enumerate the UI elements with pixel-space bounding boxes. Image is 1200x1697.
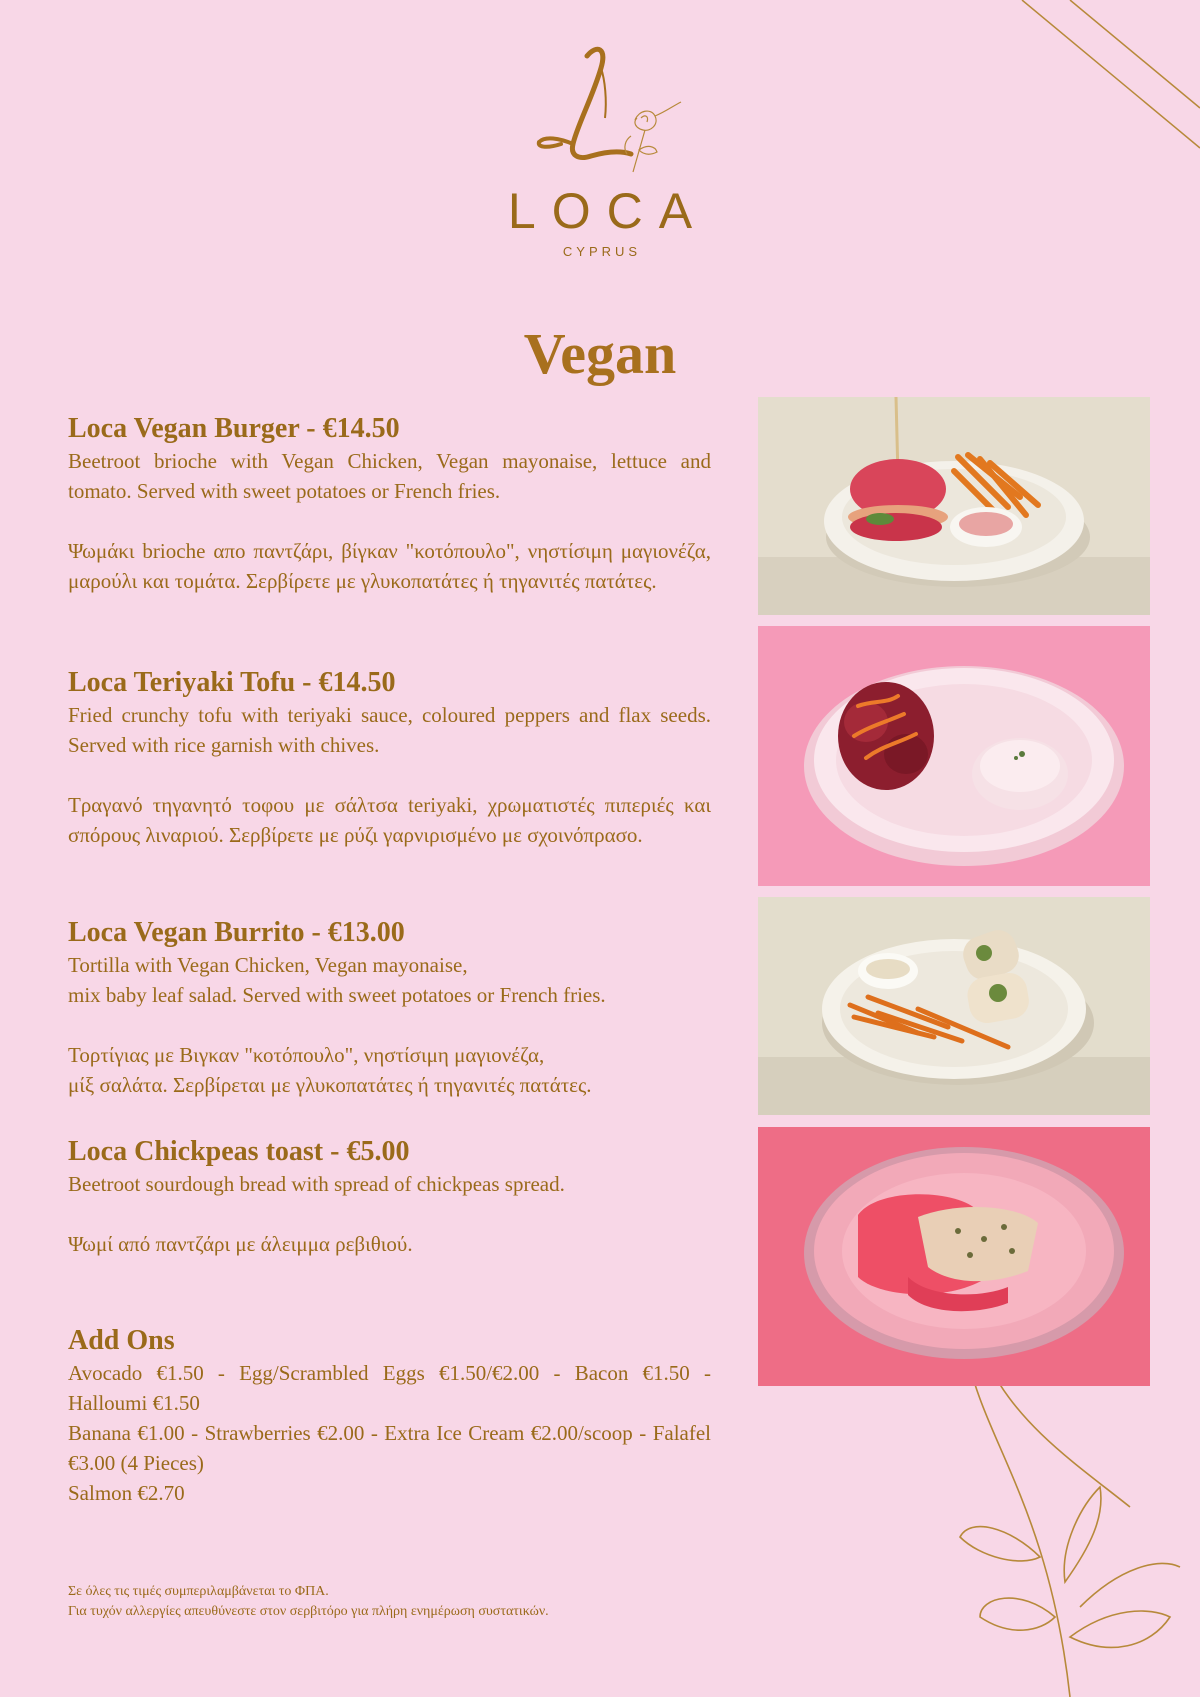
item-desc-en: Beetroot brioche with Vegan Chicken, Vegan mayonaise, lettuce and tomato. Served with sweet potatoes or French fries. — [68, 449, 711, 503]
menu-item-vegan-burrito — [68, 916, 606, 1100]
item-desc-gr: Ψωμί από παντζάρι με άλειμμα ρεβιθιού. — [68, 1232, 413, 1256]
decorative-flower-bottom — [930, 1367, 1200, 1697]
item-title: Loca Vegan Burger - €14.50 — [68, 413, 400, 444]
vegan-burrito-photo — [758, 897, 1150, 1115]
menu-item-vegan-burger — [68, 412, 711, 596]
chickpeas-toast-photo — [758, 1127, 1150, 1386]
item-desc-gr-line-2: μίξ σαλάτα. Σερβίρεται με γλυκοπατάτες ή τηγανιτές πατάτες. — [68, 1073, 592, 1097]
brand-name: LOCA — [507, 183, 709, 239]
vat-note: Σε όλες τις τιμές συμπεριλαμβάνεται το ΦΠΑ. — [68, 1584, 329, 1599]
brand-location: CYPRUS — [562, 244, 642, 259]
allergy-note: Για τυχόν αλλεργίες απευθύνεστε στον σερβιτόρο για πλήρη ενημέρωση συστατικών. — [68, 1604, 549, 1619]
add-ons-section — [68, 1324, 711, 1508]
vegan-burger-photo — [758, 397, 1150, 615]
logo-l-rose-icon — [515, 40, 685, 180]
menu-item-chickpeas-toast — [68, 1135, 565, 1259]
item-desc-en: Beetroot sourdough bread with spread of chickpeas spread. — [68, 1172, 565, 1196]
footnote — [68, 1582, 549, 1622]
item-desc-gr-line-1: Τορτίγιας με Βιγκαν "κοτόπουλο", νηστίσιμη μαγιονέζα, — [68, 1043, 545, 1067]
menu-item-teriyaki-tofu — [68, 666, 711, 850]
item-desc-gr: Ψωμάκι brioche απο παντζάρι, βίγκαν "κοτόπουλο", νηστίσιμη μαγιονέζα, μαρούλι και τομάτα. Σερβίρετε με γλυκοπατάτες ή τηγανιτές πατάτες. — [68, 539, 711, 593]
item-desc-en: Fried crunchy tofu with teriyaki sauce, coloured peppers and flax seeds. Served with rice garnish with chives. — [68, 703, 711, 757]
item-title: Loca Teriyaki Tofu - €14.50 — [68, 667, 396, 698]
item-desc-gr: Τραγανό τηγανητό τοφου με σάλτσα teriyaki, χρωματιστές πιπεριές και σπόρους λιναριού. Σερβίρετε με ρύζι γαρνιρισμένο με σχοινόπρασο. — [68, 793, 711, 847]
item-desc-en-line-1: Tortilla with Vegan Chicken, Vegan mayonaise, — [68, 953, 468, 977]
add-ons-title: Add Ons — [68, 1325, 175, 1356]
item-desc-en-line-2: mix baby leaf salad. Served with sweet potatoes or French fries. — [68, 983, 606, 1007]
add-ons-line-3: Salmon €2.70 — [68, 1481, 185, 1505]
add-ons-line-1: Avocado €1.50 - Egg/Scrambled Eggs €1.50/€2.00 - Bacon €1.50 - Halloumi €1.50 — [68, 1361, 711, 1415]
brand-logo — [0, 40, 1200, 259]
add-ons-line-2: Banana €1.00 - Strawberries €2.00 - Extra Ice Cream €2.00/scoop - Falafel €3.00 (4 Pieces) — [68, 1421, 711, 1475]
item-title: Loca Chickpeas toast - €5.00 — [68, 1136, 410, 1167]
teriyaki-tofu-photo — [758, 626, 1150, 886]
item-title: Loca Vegan Burrito - €13.00 — [68, 917, 405, 948]
page-title: Vegan — [523, 321, 677, 386]
